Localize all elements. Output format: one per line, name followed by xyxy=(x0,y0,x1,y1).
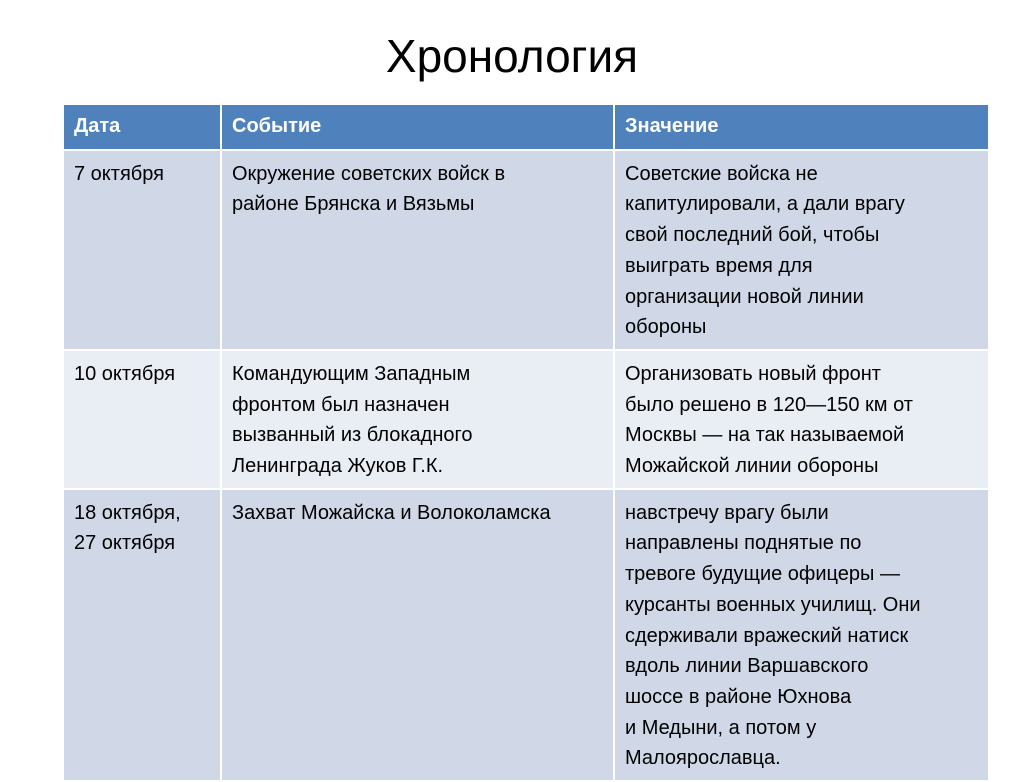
cell-line: Ленинграда Жуков Г.К. xyxy=(232,455,444,478)
cell-date xyxy=(63,150,221,350)
header-date: Дата xyxy=(63,104,221,150)
header-meaning: Значение xyxy=(614,104,989,150)
cell-line: Москвы — на так называемой xyxy=(625,424,905,447)
cell-line: сдерживали вражеский натиск xyxy=(625,624,909,647)
table-row xyxy=(63,150,989,350)
cell-line: Командующим Западным xyxy=(232,362,471,385)
cell-event xyxy=(221,489,614,781)
cell-line: направлены поднятые по xyxy=(625,532,862,555)
cell-line: Захват Можайска и Волоколамска xyxy=(232,501,551,524)
cell-meaning xyxy=(614,150,989,350)
cell-event xyxy=(221,350,614,489)
table-row xyxy=(63,350,989,489)
cell-line: вызванный из блокадного xyxy=(232,424,473,447)
chronology-table xyxy=(62,103,990,782)
table-row xyxy=(63,489,989,781)
cell-event xyxy=(221,150,614,350)
cell-line: шоссе в районе Юхнова xyxy=(625,685,852,708)
cell-line: и Медыни, а потом у xyxy=(625,716,817,739)
cell-line: Окружение советских войск в xyxy=(232,162,506,185)
cell-line: обороны xyxy=(625,316,707,339)
cell-line: курсанты военных училищ. Они xyxy=(625,593,921,616)
cell-line: выиграть время для xyxy=(625,254,813,277)
cell-line: тревоге будущие офицеры — xyxy=(625,563,900,586)
cell-date xyxy=(63,350,221,489)
cell-line: организации новой линии xyxy=(625,285,864,308)
cell-line: 18 октября, xyxy=(74,501,181,524)
cell-line: свой последний бой, чтобы xyxy=(625,224,880,247)
table-header-row xyxy=(63,104,989,150)
header-event: Событие xyxy=(221,104,614,150)
cell-line: навстречу врагу были xyxy=(625,501,829,524)
cell-meaning xyxy=(614,489,989,781)
cell-line: Можайской линии обороны xyxy=(625,455,879,478)
cell-date xyxy=(63,489,221,781)
cell-line: 10 октября xyxy=(74,362,176,385)
cell-meaning xyxy=(614,350,989,489)
cell-line: капитулировали, а дали врагу xyxy=(625,193,905,216)
cell-line: было решено в 120—150 км от xyxy=(625,393,913,416)
cell-line: вдоль линии Варшавского xyxy=(625,655,869,678)
slide-title: Хронология xyxy=(385,30,639,82)
cell-line: Организовать новый фронт xyxy=(625,362,881,385)
cell-line: 27 октября xyxy=(74,532,176,555)
cell-line: фронтом был назначен xyxy=(232,393,450,416)
cell-line: районе Брянска и Вязьмы xyxy=(232,193,475,216)
cell-line: Малоярославца. xyxy=(625,747,781,770)
cell-line: Советские войска не xyxy=(625,162,818,185)
cell-line: 7 октября xyxy=(74,162,164,185)
